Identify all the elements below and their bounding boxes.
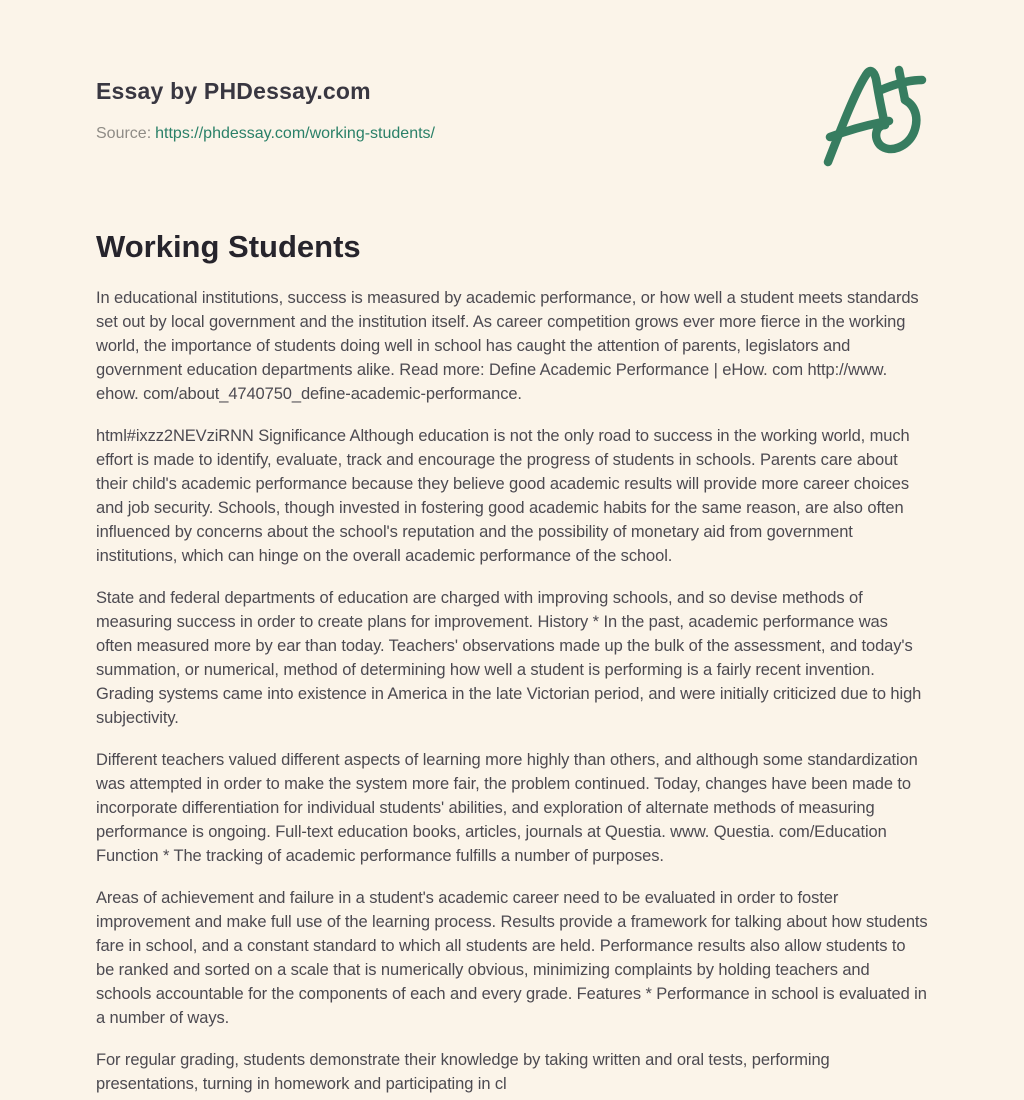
essay-paragraph: For regular grading, students demonstrate their knowledge by taking written and oral tests, performing presentations, turning in homework and participating in cl bbox=[96, 1051, 830, 1093]
a-plus-logo-icon bbox=[818, 62, 928, 167]
essay-paragraph: Areas of achievement and failure in a student's academic career need to be evaluated in order to foster improvement and make full use of the learning process. Results provide a framework for talking about how students fare in school, and a constant standard to which all students are held. Performance results also allow students to be ranked and sorted on a scale that is numerically obvious, minimizing complaints by holding teachers and schools accountable for the components of each and every grade. Features * Performance in school is evaluated in a number of ways. bbox=[96, 889, 928, 1027]
source-line bbox=[96, 125, 928, 143]
essay-paragraph: html#ixzz2NEVziRNN Significance Although education is not the only road to success in the working world, much effort is made to identify, evaluate, track and encourage the progress of students in schools. Parents care about their child's academic performance because they believe good academic results will provide more career choices and job security. Schools, though invested in fostering good academic habits for the same reason, are also often influenced by concerns about the school's reputation and the possibility of monetary aid from government institutions, which can hinge on the overall academic performance of the school. bbox=[96, 427, 910, 565]
essay-paragraph: In educational institutions, success is measured by academic performance, or how well a student meets standards set out by local government and the institution itself. As career competition grows ever more fierce in the working world, the importance of students doing well in school has caught the attention of parents, legislators and government education departments alike. Read more: Define Academic Performance | eHow. com http://www. ehow. com/about_4740750_define-academic-performance. bbox=[96, 289, 919, 403]
source-label: Source: bbox=[96, 125, 152, 142]
essay-paragraph: Different teachers valued different aspects of learning more highly than others, and although some standardization was attempted in order to make the system more fair, the problem continued. Today, changes have been made to incorporate differentiation for individual students' abilities, and exploration of alternate methods of measuring performance is ongoing. Full-text education books, articles, journals at Questia. www. Questia. com/Education Function * The tracking of academic performance fulfills a number of purposes. bbox=[96, 751, 918, 865]
essay-body bbox=[96, 286, 928, 1096]
site-header-title: Essay by PHDessay.com bbox=[96, 78, 371, 104]
source-url-link[interactable]: https://phdessay.com/working-students/ bbox=[155, 125, 435, 142]
essay-page bbox=[96, 0, 928, 1096]
essay-paragraph: State and federal departments of education are charged with improving schools, and so devise methods of measuring success in order to create plans for improvement. History * In the past, academic performance was often measured more by ear than today. Teachers' observations made up the bulk of the assessment, and today's summation, or numerical, method of determining how well a student is performing is a fairly recent invention. Grading systems came into existence in America in the late Victorian period, and were initially criticized due to high subjectivity. bbox=[96, 589, 922, 727]
essay-title: Working Students bbox=[96, 229, 361, 264]
